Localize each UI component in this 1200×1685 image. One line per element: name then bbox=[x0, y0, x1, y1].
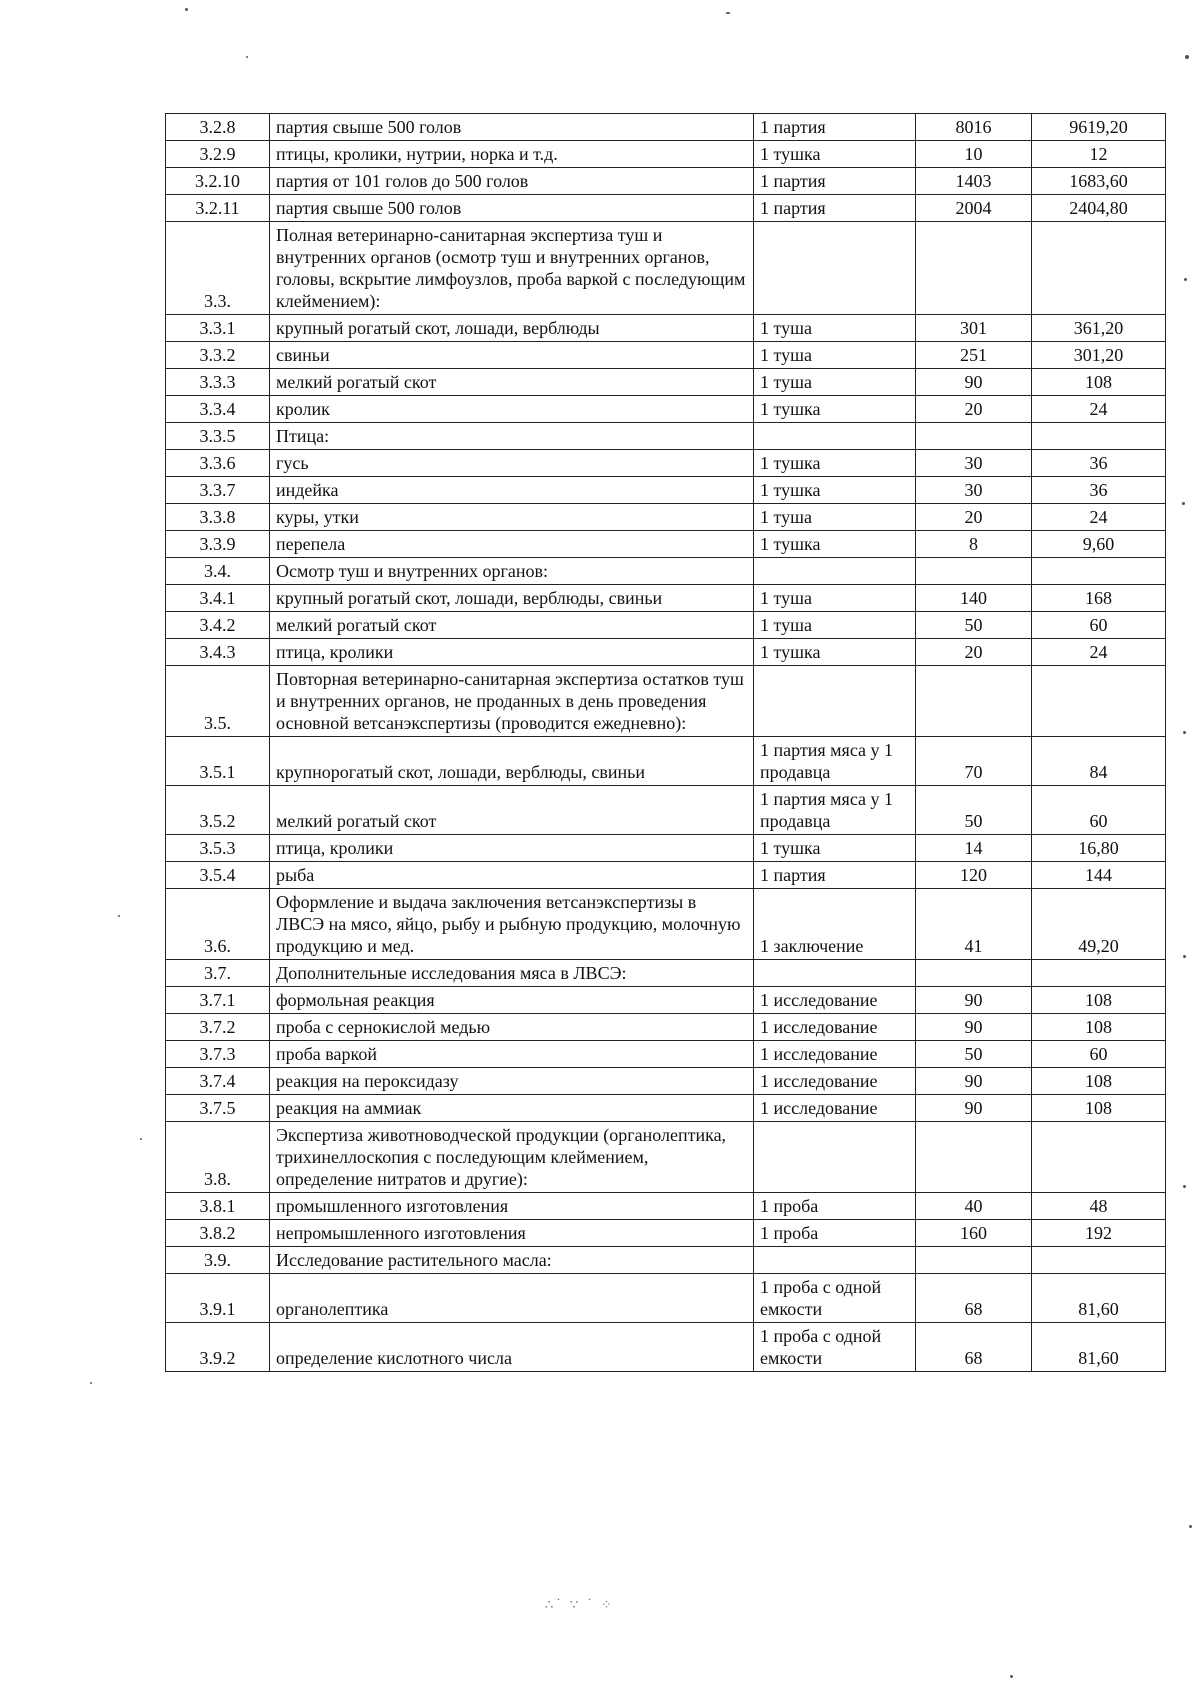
unit-of-measure: 1 партия мяса у 1 продавца bbox=[754, 737, 916, 786]
unit-of-measure: 1 партия мяса у 1 продавца bbox=[754, 786, 916, 835]
price-without-vat: 30 bbox=[916, 450, 1032, 477]
table-row bbox=[166, 1122, 1166, 1193]
service-name: Осмотр туш и внутренних органов: bbox=[270, 558, 754, 585]
service-name: Птица: bbox=[270, 423, 754, 450]
price-with-vat: 2404,80 bbox=[1032, 195, 1166, 222]
unit-of-measure: 1 тушка bbox=[754, 450, 916, 477]
scan-speck bbox=[1183, 731, 1186, 734]
row-number: 3.8.2 bbox=[166, 1220, 270, 1247]
price-without-vat: 160 bbox=[916, 1220, 1032, 1247]
unit-of-measure: 1 тушка bbox=[754, 639, 916, 666]
price-without-vat: 30 bbox=[916, 477, 1032, 504]
table-row bbox=[166, 666, 1166, 737]
table-row bbox=[166, 504, 1166, 531]
unit-of-measure bbox=[754, 222, 916, 315]
price-without-vat: 50 bbox=[916, 1041, 1032, 1068]
price-with-vat: 361,20 bbox=[1032, 315, 1166, 342]
unit-of-measure: 1 туша bbox=[754, 342, 916, 369]
price-without-vat bbox=[916, 666, 1032, 737]
service-name: птица, кролики bbox=[270, 639, 754, 666]
table-row bbox=[166, 1068, 1166, 1095]
row-number: 3.3.9 bbox=[166, 531, 270, 558]
service-name: птицы, кролики, нутрии, норка и т.д. bbox=[270, 141, 754, 168]
price-without-vat: 70 bbox=[916, 737, 1032, 786]
table-row bbox=[166, 835, 1166, 862]
table-row bbox=[166, 315, 1166, 342]
row-number: 3.6. bbox=[166, 889, 270, 960]
price-without-vat bbox=[916, 960, 1032, 987]
scan-speck bbox=[90, 1382, 92, 1384]
row-number: 3.3.1 bbox=[166, 315, 270, 342]
table-row bbox=[166, 222, 1166, 315]
service-name: партия свыше 500 голов bbox=[270, 195, 754, 222]
scan-speck bbox=[1183, 1185, 1186, 1188]
service-name: крупнорогатый скот, лошади, верблюды, свиньи bbox=[270, 737, 754, 786]
price-with-vat: 108 bbox=[1032, 369, 1166, 396]
service-name: крупный рогатый скот, лошади, верблюды bbox=[270, 315, 754, 342]
row-number: 3.7. bbox=[166, 960, 270, 987]
table-row bbox=[166, 1041, 1166, 1068]
row-number: 3.7.3 bbox=[166, 1041, 270, 1068]
price-without-vat: 20 bbox=[916, 639, 1032, 666]
price-with-vat: 108 bbox=[1032, 1068, 1166, 1095]
service-name: проба с сернокислой медью bbox=[270, 1014, 754, 1041]
table-row bbox=[166, 1095, 1166, 1122]
tariff-table-body bbox=[166, 114, 1166, 1372]
price-with-vat: 9,60 bbox=[1032, 531, 1166, 558]
scan-speck bbox=[185, 8, 188, 11]
table-row bbox=[166, 450, 1166, 477]
tariff-sheet bbox=[165, 113, 1165, 1372]
service-name: органолептика bbox=[270, 1274, 754, 1323]
unit-of-measure: 1 тушка bbox=[754, 477, 916, 504]
unit-of-measure: 1 проба bbox=[754, 1193, 916, 1220]
price-without-vat: 68 bbox=[916, 1274, 1032, 1323]
price-with-vat: 81,60 bbox=[1032, 1274, 1166, 1323]
row-number: 3.4.3 bbox=[166, 639, 270, 666]
service-name: партия свыше 500 голов bbox=[270, 114, 754, 141]
row-number: 3.2.8 bbox=[166, 114, 270, 141]
price-with-vat: 60 bbox=[1032, 1041, 1166, 1068]
service-name: реакция на пероксидазу bbox=[270, 1068, 754, 1095]
row-number: 3.7.5 bbox=[166, 1095, 270, 1122]
price-without-vat: 90 bbox=[916, 1095, 1032, 1122]
scan-speck bbox=[1185, 55, 1189, 59]
table-row bbox=[166, 168, 1166, 195]
price-without-vat bbox=[916, 1122, 1032, 1193]
table-row bbox=[166, 141, 1166, 168]
row-number: 3.3.3 bbox=[166, 369, 270, 396]
unit-of-measure: 1 исследование bbox=[754, 1095, 916, 1122]
table-row bbox=[166, 786, 1166, 835]
price-without-vat: 14 bbox=[916, 835, 1032, 862]
price-without-vat: 20 bbox=[916, 396, 1032, 423]
unit-of-measure: 1 партия bbox=[754, 862, 916, 889]
row-number: 3.3. bbox=[166, 222, 270, 315]
unit-of-measure: 1 проба с одной емкости bbox=[754, 1323, 916, 1372]
row-number: 3.9.2 bbox=[166, 1323, 270, 1372]
scan-speck bbox=[246, 56, 248, 58]
price-with-vat: 24 bbox=[1032, 639, 1166, 666]
row-number: 3.3.6 bbox=[166, 450, 270, 477]
price-without-vat: 20 bbox=[916, 504, 1032, 531]
price-with-vat: 49,20 bbox=[1032, 889, 1166, 960]
price-with-vat: 108 bbox=[1032, 1095, 1166, 1122]
scan-speck bbox=[1189, 1525, 1192, 1528]
table-row bbox=[166, 195, 1166, 222]
row-number: 3.7.1 bbox=[166, 987, 270, 1014]
row-number: 3.2.10 bbox=[166, 168, 270, 195]
table-row bbox=[166, 114, 1166, 141]
price-without-vat: 50 bbox=[916, 612, 1032, 639]
unit-of-measure: 1 туша bbox=[754, 585, 916, 612]
service-name: кролик bbox=[270, 396, 754, 423]
row-number: 3.7.2 bbox=[166, 1014, 270, 1041]
service-name: Исследование растительного масла: bbox=[270, 1247, 754, 1274]
service-name: куры, утки bbox=[270, 504, 754, 531]
service-name: птица, кролики bbox=[270, 835, 754, 862]
service-name: мелкий рогатый скот bbox=[270, 786, 754, 835]
table-row bbox=[166, 396, 1166, 423]
service-name: промышленного изготовления bbox=[270, 1193, 754, 1220]
table-row bbox=[166, 342, 1166, 369]
row-number: 3.9. bbox=[166, 1247, 270, 1274]
row-number: 3.3.4 bbox=[166, 396, 270, 423]
table-row bbox=[166, 1014, 1166, 1041]
price-without-vat: 41 bbox=[916, 889, 1032, 960]
service-name: проба варкой bbox=[270, 1041, 754, 1068]
price-with-vat: 108 bbox=[1032, 1014, 1166, 1041]
unit-of-measure: 1 тушка bbox=[754, 835, 916, 862]
unit-of-measure: 1 исследование bbox=[754, 1041, 916, 1068]
unit-of-measure: 1 тушка bbox=[754, 141, 916, 168]
unit-of-measure: 1 исследование bbox=[754, 1068, 916, 1095]
price-with-vat: 144 bbox=[1032, 862, 1166, 889]
table-row bbox=[166, 889, 1166, 960]
unit-of-measure bbox=[754, 666, 916, 737]
price-with-vat bbox=[1032, 1122, 1166, 1193]
table-row bbox=[166, 1193, 1166, 1220]
table-row bbox=[166, 369, 1166, 396]
price-without-vat: 68 bbox=[916, 1323, 1032, 1372]
service-name: Полная ветеринарно-санитарная экспертиза туш и внутренних органов (осмотр туш и внутренних органов, головы, вскрытие лимфоузлов, проба варкой с последующим клеймением): bbox=[270, 222, 754, 315]
price-with-vat: 108 bbox=[1032, 987, 1166, 1014]
table-row bbox=[166, 960, 1166, 987]
unit-of-measure bbox=[754, 1247, 916, 1274]
price-without-vat bbox=[916, 222, 1032, 315]
service-name: формольная реакция bbox=[270, 987, 754, 1014]
tariff-table bbox=[165, 113, 1166, 1372]
service-name: мелкий рогатый скот bbox=[270, 369, 754, 396]
table-row bbox=[166, 423, 1166, 450]
price-without-vat bbox=[916, 423, 1032, 450]
row-number: 3.5.2 bbox=[166, 786, 270, 835]
row-number: 3.3.8 bbox=[166, 504, 270, 531]
price-with-vat: 168 bbox=[1032, 585, 1166, 612]
service-name: Оформление и выдача заключения ветсанэкспертизы в ЛВСЭ на мясо, яйцо, рыбу и рыбную продукцию, молочную продукцию и мед. bbox=[270, 889, 754, 960]
price-with-vat: 84 bbox=[1032, 737, 1166, 786]
service-name: мелкий рогатый скот bbox=[270, 612, 754, 639]
row-number: 3.2.11 bbox=[166, 195, 270, 222]
price-without-vat: 120 bbox=[916, 862, 1032, 889]
row-number: 3.9.1 bbox=[166, 1274, 270, 1323]
unit-of-measure: 1 партия bbox=[754, 114, 916, 141]
price-with-vat bbox=[1032, 1247, 1166, 1274]
row-number: 3.4.1 bbox=[166, 585, 270, 612]
price-with-vat: 24 bbox=[1032, 504, 1166, 531]
service-name: Дополнительные исследования мяса в ЛВСЭ: bbox=[270, 960, 754, 987]
unit-of-measure: 1 туша bbox=[754, 612, 916, 639]
price-without-vat: 90 bbox=[916, 369, 1032, 396]
table-row bbox=[166, 639, 1166, 666]
table-row bbox=[166, 1220, 1166, 1247]
table-row bbox=[166, 987, 1166, 1014]
row-number: 3.8. bbox=[166, 1122, 270, 1193]
price-with-vat bbox=[1032, 222, 1166, 315]
price-with-vat: 36 bbox=[1032, 450, 1166, 477]
row-number: 3.2.9 bbox=[166, 141, 270, 168]
price-with-vat bbox=[1032, 666, 1166, 737]
unit-of-measure: 1 заключение bbox=[754, 889, 916, 960]
price-with-vat: 16,80 bbox=[1032, 835, 1166, 862]
row-number: 3.3.2 bbox=[166, 342, 270, 369]
price-with-vat: 12 bbox=[1032, 141, 1166, 168]
scan-noise-marks: ∴˙ ∵ ˙ ⁘ bbox=[545, 1598, 614, 1613]
price-without-vat: 40 bbox=[916, 1193, 1032, 1220]
scan-speck bbox=[1010, 1675, 1013, 1678]
price-with-vat: 9619,20 bbox=[1032, 114, 1166, 141]
scan-speck bbox=[1182, 502, 1185, 505]
scan-speck bbox=[1183, 955, 1186, 958]
service-name: Экспертиза животноводческой продукции (органолептика, трихинеллоскопия с последующим клеймением, определение нитратов и другие): bbox=[270, 1122, 754, 1193]
row-number: 3.5.3 bbox=[166, 835, 270, 862]
price-without-vat: 8 bbox=[916, 531, 1032, 558]
service-name: перепела bbox=[270, 531, 754, 558]
scan-speck bbox=[1184, 278, 1187, 281]
unit-of-measure: 1 тушка bbox=[754, 396, 916, 423]
row-number: 3.5.4 bbox=[166, 862, 270, 889]
unit-of-measure: 1 туша bbox=[754, 369, 916, 396]
unit-of-measure: 1 туша bbox=[754, 504, 916, 531]
row-number: 3.4.2 bbox=[166, 612, 270, 639]
price-without-vat bbox=[916, 558, 1032, 585]
row-number: 3.4. bbox=[166, 558, 270, 585]
unit-of-measure: 1 проба bbox=[754, 1220, 916, 1247]
service-name: Повторная ветеринарно-санитарная экспертиза остатков туш и внутренних органов, не проданных в день проведения основной ветсанэкспертизы (проводится ежедневно): bbox=[270, 666, 754, 737]
price-with-vat: 60 bbox=[1032, 786, 1166, 835]
row-number: 3.3.7 bbox=[166, 477, 270, 504]
price-without-vat: 8016 bbox=[916, 114, 1032, 141]
table-row bbox=[166, 1274, 1166, 1323]
unit-of-measure: 1 проба с одной емкости bbox=[754, 1274, 916, 1323]
price-without-vat: 90 bbox=[916, 987, 1032, 1014]
service-name: реакция на аммиак bbox=[270, 1095, 754, 1122]
price-without-vat: 140 bbox=[916, 585, 1032, 612]
unit-of-measure bbox=[754, 423, 916, 450]
table-row bbox=[166, 585, 1166, 612]
price-without-vat: 301 bbox=[916, 315, 1032, 342]
table-row bbox=[166, 1247, 1166, 1274]
unit-of-measure: 1 исследование bbox=[754, 1014, 916, 1041]
row-number: 3.5. bbox=[166, 666, 270, 737]
price-with-vat: 48 bbox=[1032, 1193, 1166, 1220]
scan-speck bbox=[140, 1138, 142, 1140]
row-number: 3.5.1 bbox=[166, 737, 270, 786]
unit-of-measure: 1 туша bbox=[754, 315, 916, 342]
table-row bbox=[166, 558, 1166, 585]
price-without-vat: 90 bbox=[916, 1014, 1032, 1041]
service-name: партия от 101 голов до 500 голов bbox=[270, 168, 754, 195]
price-without-vat: 10 bbox=[916, 141, 1032, 168]
price-without-vat: 90 bbox=[916, 1068, 1032, 1095]
price-without-vat: 50 bbox=[916, 786, 1032, 835]
service-name: непромышленного изготовления bbox=[270, 1220, 754, 1247]
price-with-vat: 301,20 bbox=[1032, 342, 1166, 369]
unit-of-measure bbox=[754, 558, 916, 585]
price-with-vat bbox=[1032, 960, 1166, 987]
unit-of-measure: 1 исследование bbox=[754, 987, 916, 1014]
price-with-vat: 36 bbox=[1032, 477, 1166, 504]
service-name: определение кислотного числа bbox=[270, 1323, 754, 1372]
scan-speck bbox=[726, 12, 730, 14]
scan-speck bbox=[118, 915, 120, 917]
service-name: рыба bbox=[270, 862, 754, 889]
price-with-vat bbox=[1032, 423, 1166, 450]
row-number: 3.3.5 bbox=[166, 423, 270, 450]
price-with-vat bbox=[1032, 558, 1166, 585]
row-number: 3.8.1 bbox=[166, 1193, 270, 1220]
unit-of-measure bbox=[754, 1122, 916, 1193]
unit-of-measure: 1 тушка bbox=[754, 531, 916, 558]
price-with-vat: 1683,60 bbox=[1032, 168, 1166, 195]
price-with-vat: 24 bbox=[1032, 396, 1166, 423]
price-without-vat bbox=[916, 1247, 1032, 1274]
service-name: гусь bbox=[270, 450, 754, 477]
row-number: 3.7.4 bbox=[166, 1068, 270, 1095]
price-without-vat: 2004 bbox=[916, 195, 1032, 222]
table-row bbox=[166, 477, 1166, 504]
table-row bbox=[166, 531, 1166, 558]
table-row bbox=[166, 612, 1166, 639]
price-without-vat: 251 bbox=[916, 342, 1032, 369]
table-row bbox=[166, 737, 1166, 786]
price-without-vat: 1403 bbox=[916, 168, 1032, 195]
unit-of-measure bbox=[754, 960, 916, 987]
unit-of-measure: 1 партия bbox=[754, 195, 916, 222]
service-name: крупный рогатый скот, лошади, верблюды, свиньи bbox=[270, 585, 754, 612]
table-row bbox=[166, 1323, 1166, 1372]
table-row bbox=[166, 862, 1166, 889]
service-name: свиньи bbox=[270, 342, 754, 369]
price-with-vat: 192 bbox=[1032, 1220, 1166, 1247]
price-with-vat: 81,60 bbox=[1032, 1323, 1166, 1372]
price-with-vat: 60 bbox=[1032, 612, 1166, 639]
unit-of-measure: 1 партия bbox=[754, 168, 916, 195]
service-name: индейка bbox=[270, 477, 754, 504]
